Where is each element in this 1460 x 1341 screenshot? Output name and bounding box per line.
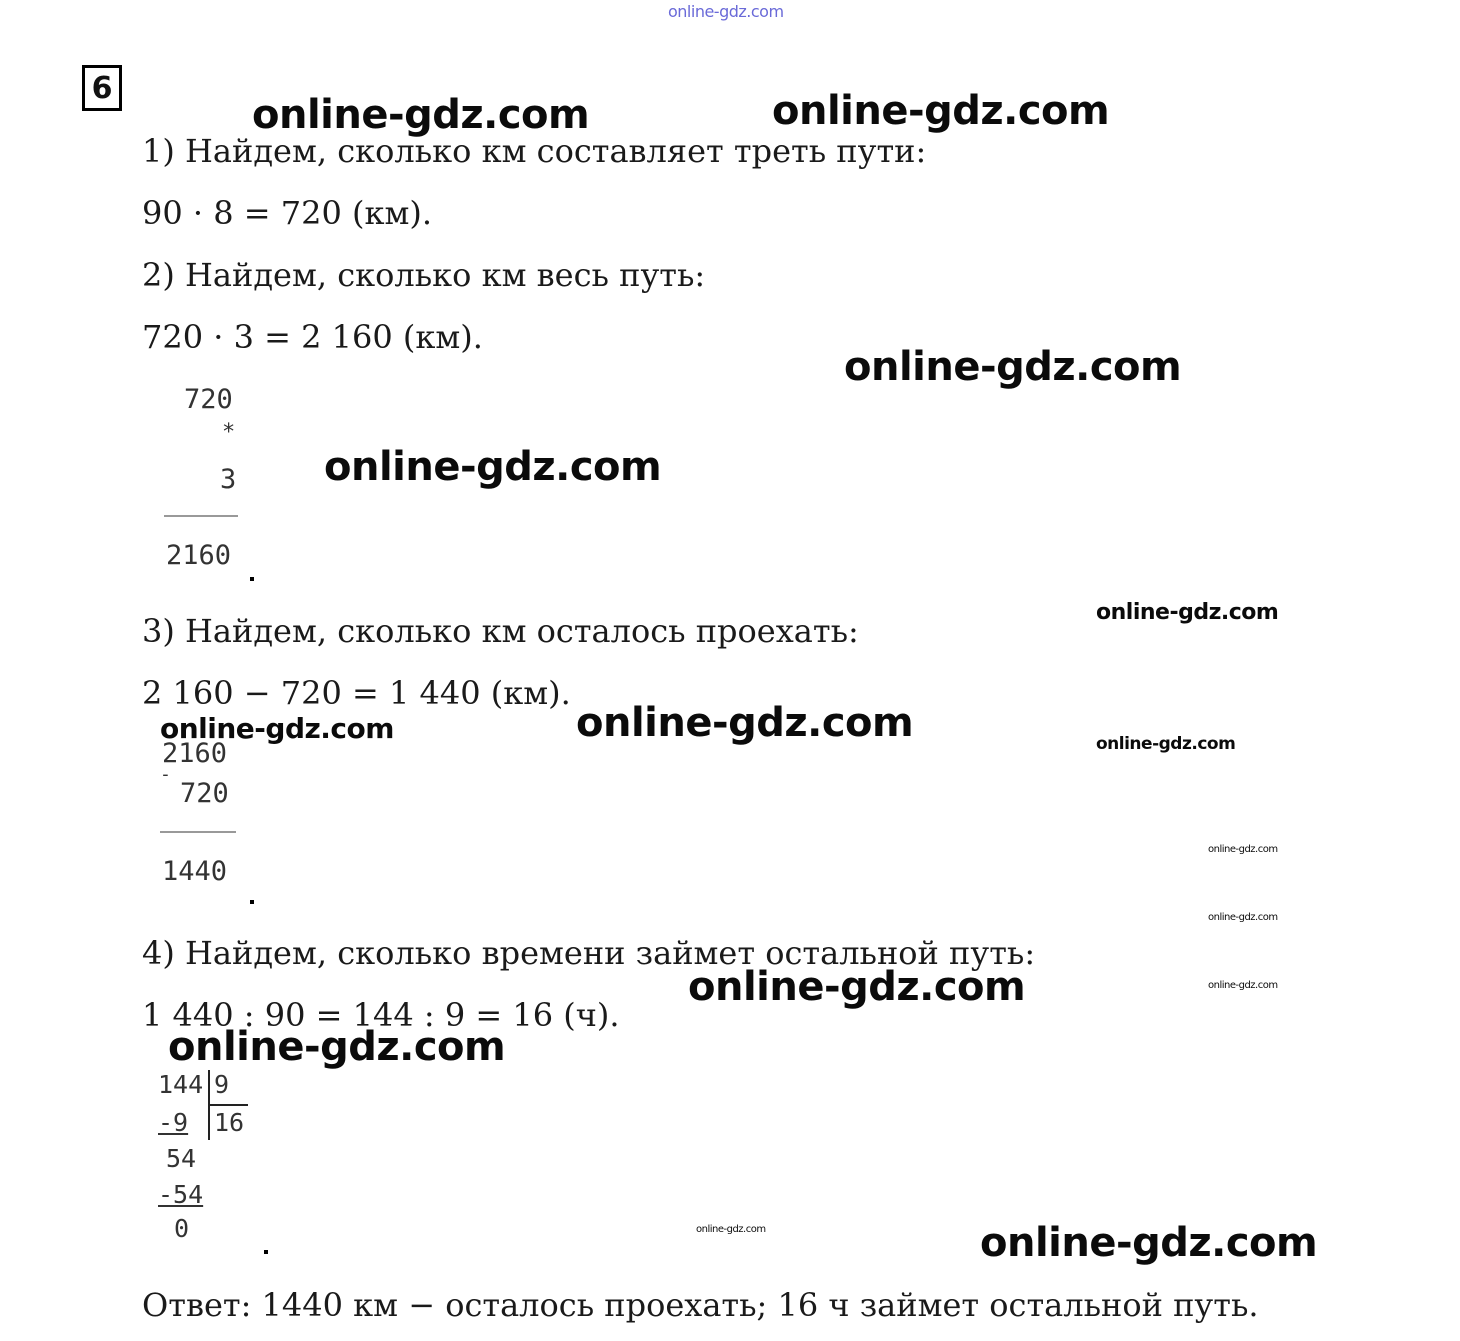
watermark: online-gdz.com bbox=[1096, 600, 1279, 625]
sub-result: 1440 bbox=[162, 856, 228, 887]
watermark: online-gdz.com bbox=[772, 88, 1110, 134]
answer-text: Ответ: 1440 км − осталось проехать; 16 ч займет остальной путь. bbox=[142, 1286, 1259, 1324]
div-subtrahend-1: -9 bbox=[158, 1108, 189, 1137]
period-dot bbox=[264, 1250, 268, 1254]
watermark: online-gdz.com bbox=[252, 92, 590, 138]
step-2-text: 2) Найдем, сколько км весь путь: bbox=[142, 256, 706, 294]
div-horizontal-rule bbox=[208, 1104, 248, 1106]
div-quotient: 16 bbox=[214, 1108, 245, 1137]
sub-operand-a: 2160 bbox=[162, 738, 228, 769]
watermark: online-gdz.com bbox=[696, 1224, 766, 1235]
watermark: online-gdz.com bbox=[324, 444, 662, 490]
period-dot bbox=[250, 577, 254, 581]
mult-operand-b: 3 bbox=[220, 464, 237, 495]
sub-operand-b: 720 bbox=[180, 778, 229, 809]
watermark: online-gdz.com bbox=[844, 344, 1182, 390]
watermark: online-gdz.com bbox=[1208, 980, 1278, 991]
mult-result: 2160 bbox=[166, 540, 232, 571]
div-remainder-final: 0 bbox=[174, 1214, 190, 1243]
sub-operator: - bbox=[160, 764, 171, 785]
div-remainder-1: 54 bbox=[166, 1144, 197, 1173]
step-2-expression: 720 · 3 = 2 160 (км). bbox=[142, 318, 483, 356]
task-number-badge: 6 bbox=[82, 65, 122, 111]
step-1-text: 1) Найдем, сколько км составляет треть пути: bbox=[142, 132, 927, 170]
watermark: online-gdz.com bbox=[688, 964, 1026, 1010]
period-dot bbox=[250, 900, 254, 904]
mult-operand-a: 720 bbox=[184, 384, 233, 415]
watermark: online-gdz.com bbox=[576, 700, 914, 746]
step-4-text: 4) Найдем, сколько времени займет остальной путь: bbox=[142, 934, 1036, 972]
watermark: online-gdz.com bbox=[160, 712, 394, 745]
step-4-expression: 1 440 : 90 = 144 : 9 = 16 (ч). bbox=[142, 996, 620, 1034]
step-3-expression: 2 160 − 720 = 1 440 (км). bbox=[142, 674, 571, 712]
div-subtrahend-2: -54 bbox=[158, 1180, 204, 1209]
watermark: online-gdz.com bbox=[980, 1220, 1318, 1266]
watermark: online-gdz.com bbox=[1096, 734, 1236, 754]
sub-rule bbox=[160, 831, 236, 833]
step-3-text: 3) Найдем, сколько км осталось проехать: bbox=[142, 612, 859, 650]
mult-operator: * bbox=[222, 420, 236, 445]
watermark-top: online-gdz.com bbox=[668, 2, 784, 21]
div-dividend: 144 bbox=[158, 1070, 204, 1099]
watermark: online-gdz.com bbox=[168, 1024, 506, 1070]
watermark: online-gdz.com bbox=[1208, 844, 1278, 855]
mult-rule bbox=[164, 515, 238, 517]
watermark: online-gdz.com bbox=[1208, 912, 1278, 923]
step-1-expression: 90 · 8 = 720 (км). bbox=[142, 194, 433, 232]
div-divisor: 9 bbox=[214, 1070, 230, 1099]
